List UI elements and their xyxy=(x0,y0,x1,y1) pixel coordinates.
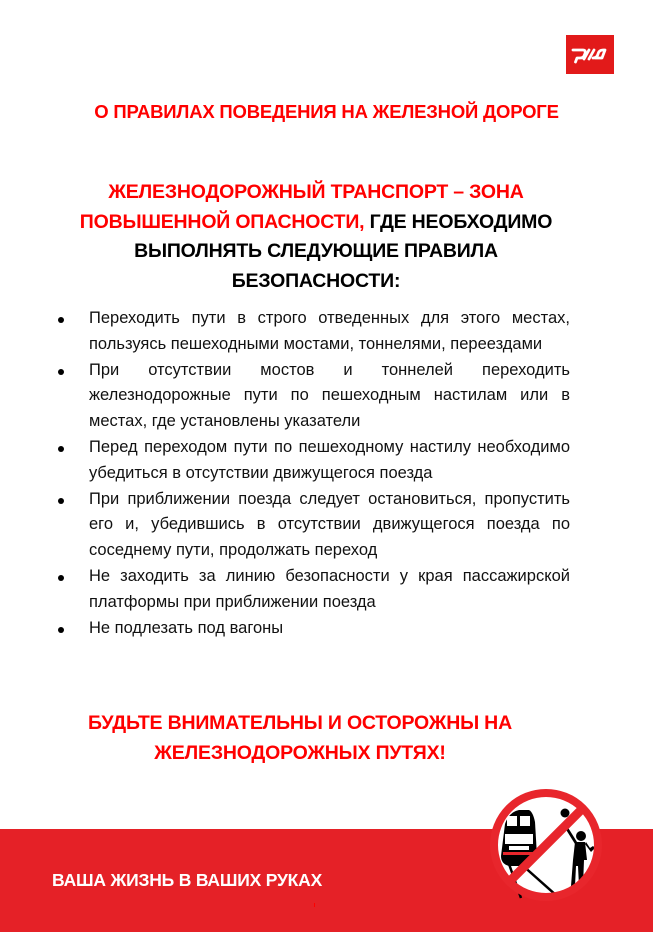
footer-slogan: ВАША ЖИЗНЬ В ВАШИХ РУКАХ xyxy=(52,870,323,890)
rule-item xyxy=(56,358,570,435)
page-title: О ПРАВИЛАХ ПОВЕДЕНИЯ НА ЖЕЛЕЗНОЙ ДОРОГЕ xyxy=(94,101,559,122)
rule-item xyxy=(56,564,570,616)
rule-item xyxy=(56,306,570,358)
warning-text: БУДЬТЕ ВНИМАТЕЛЬНЫ И ОСТОРОЖНЫ НА ЖЕЛЕЗНОДОРОЖНЫХ ПУТЯХ! xyxy=(88,712,512,764)
rzd-logo xyxy=(566,35,614,74)
rule-text: Не заходить за линию безопасности у края пассажирской платформы при приближении поезда xyxy=(89,566,570,611)
bullet-icon xyxy=(58,575,64,581)
bullet-icon xyxy=(58,446,64,452)
rule-item xyxy=(56,487,570,564)
rule-text: Не подлезать под вагоны xyxy=(89,618,284,637)
bullet-icon xyxy=(58,317,64,323)
rules-list xyxy=(56,306,570,641)
subtitle-black-part: ГДЕ НЕОБХОДИМО ВЫПОЛНЯТЬ СЛЕДУЮЩИЕ ПРАВИЛА БЕЗОПАСНОСТИ: xyxy=(134,210,553,292)
rule-item xyxy=(56,616,570,642)
footer-mark xyxy=(314,903,315,907)
bullet-icon xyxy=(58,498,64,504)
prohibition-sign-icon xyxy=(487,786,605,904)
subtitle-red-part: ЖЕЛЕЗНОДОРОЖНЫЙ ТРАНСПОРТ – ЗОНА ПОВЫШЕННОЙ ОПАСНОСТИ, xyxy=(79,181,524,233)
rule-item xyxy=(56,435,570,487)
rule-text: При отсутствии мостов и тоннелей переходить железнодорожные пути по пешеходным настилам или в местах, где установлены указатели xyxy=(89,360,570,431)
subtitle xyxy=(56,178,576,296)
rule-text: Переходить пути в строго отведенных для этого местах, пользуясь пешеходными мостами, тоннелями, переездами xyxy=(89,309,570,353)
rule-text: При приближении поезда следует остановиться, пропустить его и, убедившись в отсутствии движущегося поезда по соседнему пути, продолжать переход xyxy=(89,489,570,560)
bullet-icon xyxy=(58,369,64,375)
rzd-logo-icon xyxy=(571,45,609,65)
rule-text: Перед переходом пути по пешеходному настилу необходимо убедиться в отсутствии движущегося поезда xyxy=(89,437,570,482)
bullet-icon xyxy=(58,627,64,633)
